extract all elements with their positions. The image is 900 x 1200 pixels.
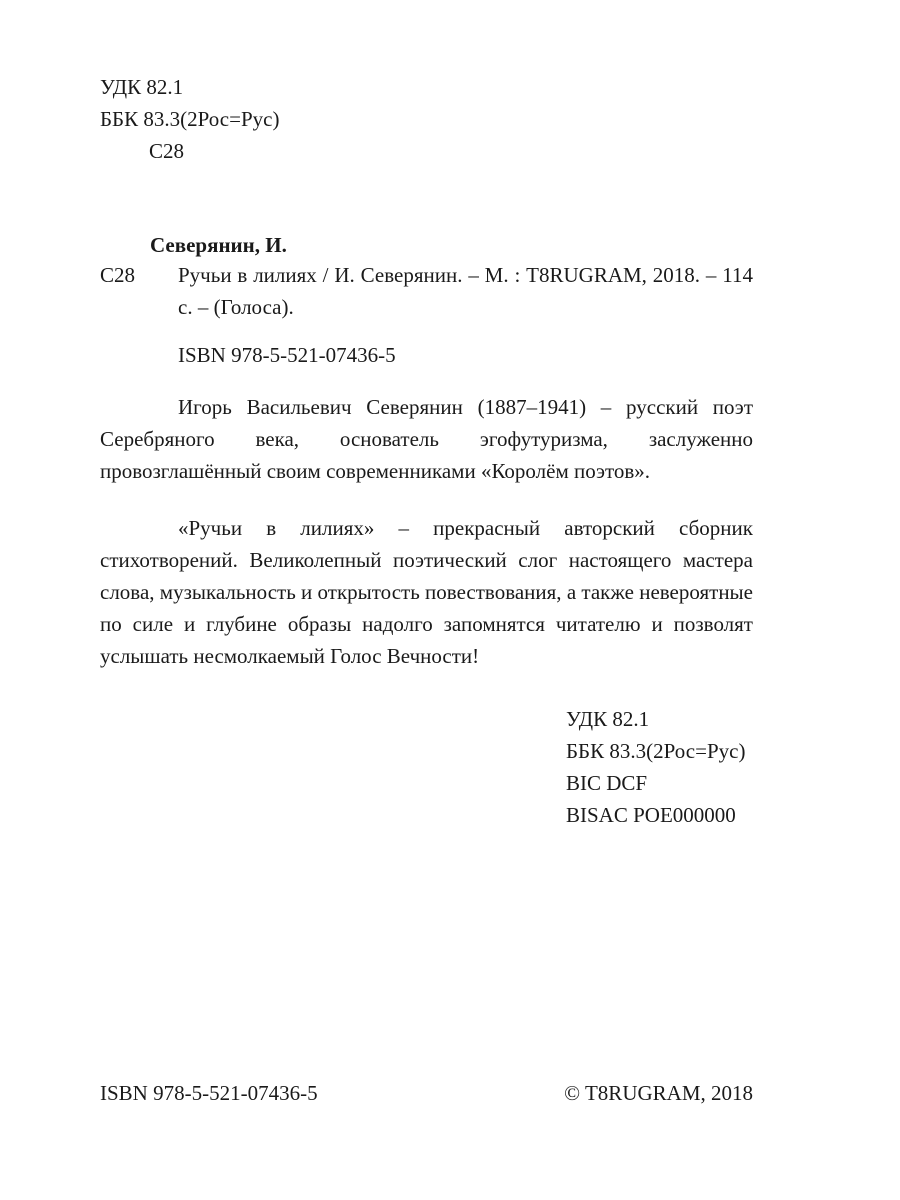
annotation-paragraph-1: Игорь Васильевич Северянин (1887–1941) – русский поэт Серебряного века, основатель эгофутуризма, заслуженно провозглашённый своим современниками «Королём поэтов». bbox=[100, 395, 753, 483]
udk-code: УДК 82.1 bbox=[100, 75, 184, 99]
bbk-code: ББК 83.3(2Рос=Рус) bbox=[100, 107, 280, 131]
bibliographic-description: Ручьи в лилиях / И. Северянин. – М. : T8RUGRAM, 2018. – 114 с. – (Голоса). bbox=[178, 263, 753, 319]
footer-isbn: ISBN 978-5-521-07436-5 bbox=[100, 1081, 318, 1105]
classification-bic: BIC DCF bbox=[566, 771, 648, 795]
classification-udk: УДК 82.1 bbox=[566, 707, 650, 731]
classification-block bbox=[566, 703, 745, 831]
author-heading: Северянин, И. bbox=[150, 233, 287, 257]
top-left-codes bbox=[100, 71, 279, 167]
record-isbn: ISBN 978-5-521-07436-5 bbox=[178, 343, 396, 367]
author-sign: С28 bbox=[149, 139, 185, 163]
annotation-paragraph-2: «Ручьи в лилиях» – прекрасный авторский сборник стихотворений. Великолепный поэтический слог настоящего мастера слова, музыкальность и открытость повествования, а также невероятные по силе и глубине образы надолго запомнятся читателю и позволят услышать несмолкаемый Голос Вечности! bbox=[100, 516, 753, 668]
classification-bisac: BISAC POE000000 bbox=[566, 803, 736, 827]
footer-copyright: © T8RUGRAM, 2018 bbox=[564, 1081, 753, 1105]
classification-bbk: ББК 83.3(2Рос=Рус) bbox=[566, 739, 746, 763]
author-sign-record: С28 bbox=[100, 263, 136, 287]
